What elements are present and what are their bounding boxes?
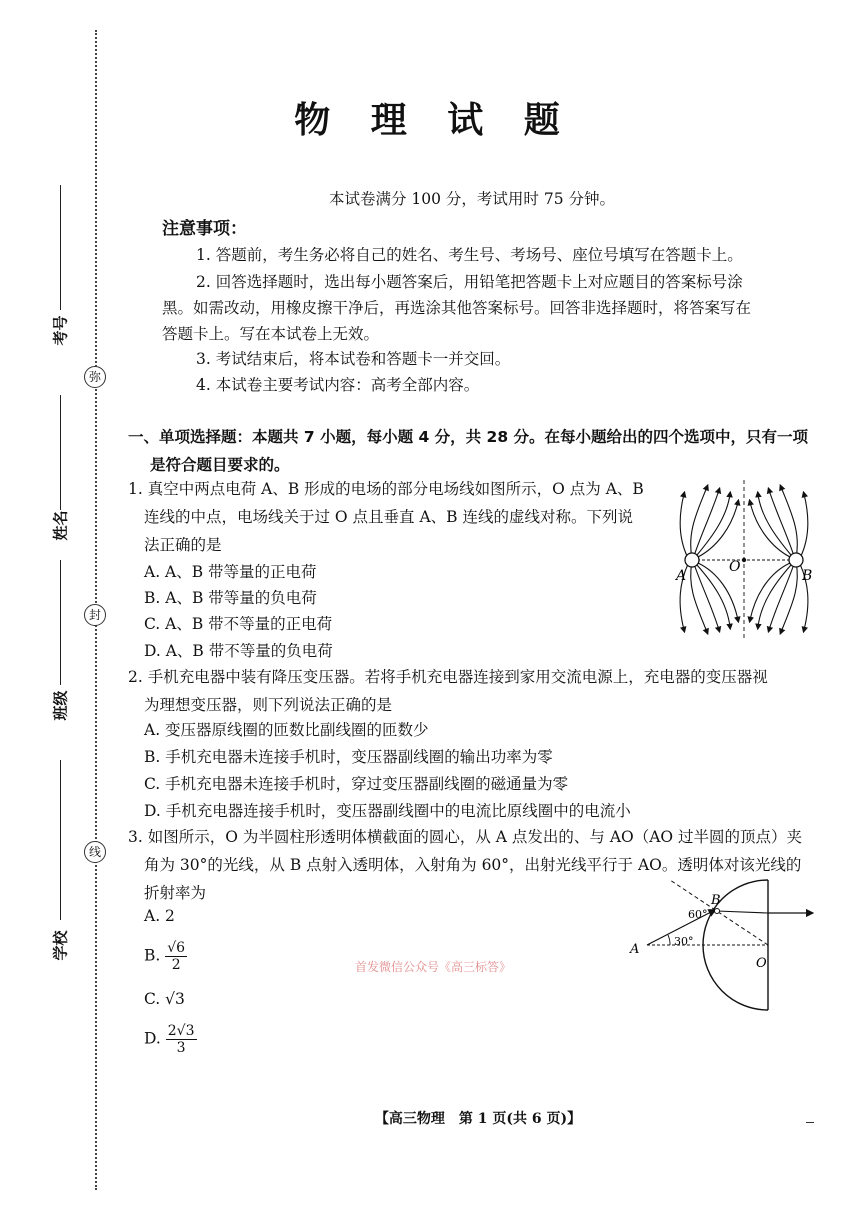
notice-item-2-cont2: 答题卡上。写在本试卷上无效。	[162, 325, 380, 343]
q1-stem-line1: 1. 真空中两点电荷 A、B 形成的电场的部分电场线如图所示，O 点为 A、B	[128, 480, 644, 498]
q3-option-b-numerator: √6	[167, 940, 186, 956]
q1-stem-line3: 法正确的是	[144, 536, 222, 554]
semicylinder-figure	[625, 875, 815, 1015]
label-angle-30: 30°	[674, 935, 694, 948]
question-1-stem	[128, 475, 644, 559]
notice-item-2: 2. 回答选择题时，选出每小题答案后，用铅笔把答题卡上对应题目的答案标号涂	[196, 273, 743, 291]
name-line	[60, 395, 61, 510]
q2-option-d: D. 手机充电器连接手机时，变压器副线圈中的电流比原线圈中的电流小	[144, 802, 631, 820]
notice-item-4: 4. 本试卷主要考试内容：高考全部内容。	[196, 376, 480, 394]
q3-option-b-prefix: B.	[144, 946, 161, 965]
q1-option-c: C. A、B 带不等量的正电荷	[144, 615, 333, 633]
q3-option-b-fraction	[165, 940, 187, 973]
label-b: B	[711, 893, 721, 908]
q3-option-d	[144, 1023, 197, 1056]
q1-stem-line2: 连线的中点，电场线关于过 O 点且垂直 A、B 连线的虚线对称。下列说	[144, 508, 634, 526]
section-heading	[128, 423, 828, 479]
q3-option-d-numerator: 2√3	[167, 1023, 195, 1039]
q3-stem-line1: 3. 如图所示，O 为半圆柱形透明体横截面的圆心，从 A 点发出的、与 AO（AO 过半圆的顶点）夹	[128, 828, 803, 846]
watermark: 首发微信公众号《高三标答》	[355, 960, 512, 974]
school-label: 学校	[51, 930, 70, 961]
q1-option-b: B. A、B 带等量的负电荷	[144, 589, 317, 607]
q2-stem-line2: 为理想变压器，则下列说法正确的是	[144, 696, 393, 714]
label-a: A	[676, 568, 687, 584]
page-footer: 【高三物理 第 1 页(共 6 页)】	[374, 1111, 582, 1127]
q3-option-d-prefix: D.	[144, 1029, 161, 1048]
seal-mark-mi: 弥	[84, 366, 106, 388]
label-a: A	[630, 942, 640, 957]
q3-option-d-fraction	[166, 1023, 197, 1056]
exam-number-label: 考号	[51, 315, 70, 346]
label-angle-60: 60°	[688, 908, 708, 921]
seal-mark-xian: 线	[84, 841, 106, 863]
name-label: 姓名	[51, 510, 70, 541]
q1-option-a: A. A、B 带等量的正电荷	[144, 563, 317, 581]
school-line	[60, 760, 61, 920]
class-label: 班级	[51, 690, 70, 721]
corner-mark	[806, 1122, 814, 1123]
q3-stem-line2: 角为 30°的光线，从 B 点射入透明体，入射角为 60°，出射光线平行于 AO。透明体对该光线的	[144, 856, 802, 874]
q2-option-c: C. 手机充电器未连接手机时，穿过变压器副线圈的磁通量为零	[144, 775, 569, 793]
q3-option-c: C. √3	[144, 990, 185, 1008]
notice-item-1: 1. 答题前，考生务必将自己的姓名、考生号、考场号、座位号填写在答题卡上。	[196, 246, 743, 264]
seal-mark-feng: 封	[84, 604, 106, 626]
q2-option-a: A. 变压器原线圈的匝数比副线圈的匝数少	[144, 721, 429, 739]
notice-item-3: 3. 考试结束后，将本试卷和答题卡一并交回。	[196, 350, 511, 368]
notice-heading: 注意事项：	[162, 219, 247, 239]
q3-option-b-denominator: 2	[171, 957, 181, 973]
electric-field-figure	[672, 472, 822, 642]
label-o: O	[756, 956, 767, 971]
exam-meta: 本试卷满分 100 分，考试用时 75 分钟。	[328, 190, 616, 208]
q1-option-d: D. A、B 带不等量的负电荷	[144, 642, 333, 660]
page-title: 物 理 试 题	[294, 100, 574, 141]
class-line	[60, 560, 61, 685]
section-heading-line2: 是符合题目要求的。	[150, 456, 290, 474]
question-2-stem	[128, 663, 768, 719]
q2-option-b: B. 手机充电器未连接手机时，变压器副线圈的输出功率为零	[144, 748, 553, 766]
label-b: B	[802, 568, 813, 584]
q3-option-d-denominator: 3	[176, 1040, 186, 1056]
notice-item-2-cont: 黑。如需改动，用橡皮擦干净后，再选涂其他答案标号。回答非选择题时，将答案写在	[162, 299, 752, 317]
label-o: O	[729, 559, 741, 575]
q2-stem-line1: 2. 手机充电器中装有降压变压器。若将手机充电器连接到家用交流电源上，充电器的变压器视	[128, 668, 768, 686]
q3-stem-line3: 折射率为	[144, 884, 207, 902]
q3-option-b	[144, 940, 187, 973]
q3-option-a: A. 2	[144, 907, 175, 925]
section-heading-line1: 一、单项选择题：本题共 7 小题，每小题 4 分，共 28 分。在每小题给出的四个选项中，只有一项	[128, 428, 809, 446]
